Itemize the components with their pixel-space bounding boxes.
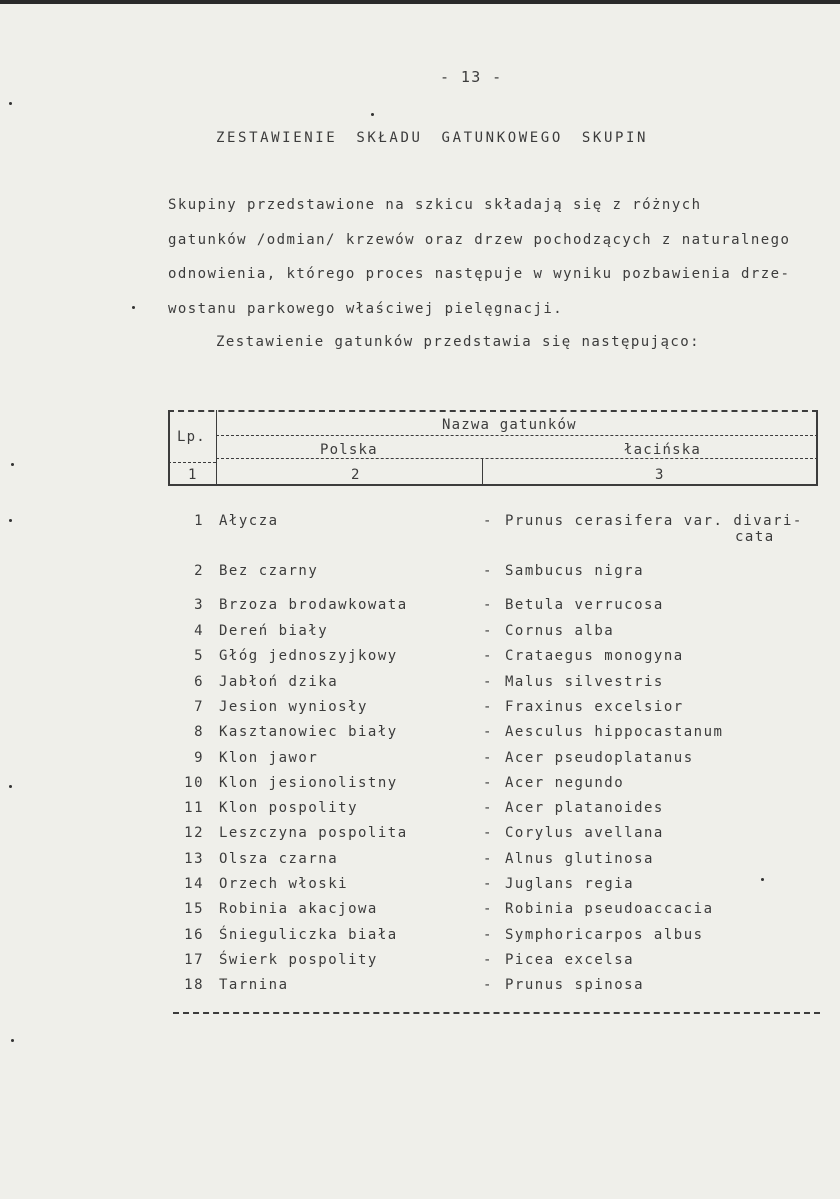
latin-name: Cornus alba — [505, 623, 615, 639]
latin-name: Prunus spinosa — [505, 977, 645, 993]
dash: - — [483, 876, 493, 892]
row-number: 6 — [194, 674, 204, 690]
latin-name: Juglans regia — [505, 876, 635, 892]
polish-name: Bez czarny — [219, 563, 319, 579]
row-number: 17 — [184, 952, 204, 968]
dash: - — [483, 674, 493, 690]
polish-name: Tarnina — [219, 977, 289, 993]
intro-line: Zestawienie gatunków przedstawia się następująco: — [216, 334, 701, 350]
scan-speck — [11, 463, 14, 466]
dash: - — [483, 901, 493, 917]
table-row — [0, 851, 840, 871]
row-number: 11 — [184, 800, 204, 816]
row-number: 10 — [184, 775, 204, 791]
polish-name: Ałycza — [219, 513, 279, 529]
header-left-border — [168, 410, 170, 486]
table-row — [0, 623, 840, 643]
dash: - — [483, 724, 493, 740]
dash: - — [483, 597, 493, 613]
paragraph-line: gatunków /odmian/ krzewów oraz drzew pochodzących z naturalnego — [168, 232, 791, 248]
dash: - — [483, 977, 493, 993]
row-number: 1 — [194, 513, 204, 529]
paragraph-line: Skupiny przedstawione na szkicu składają się z różnych — [168, 197, 702, 213]
header-col3: 3 — [655, 467, 665, 483]
table-row — [0, 563, 840, 583]
dash: - — [483, 775, 493, 791]
latin-name: Corylus avellana — [505, 825, 664, 841]
polish-name: Leszczyna pospolita — [219, 825, 408, 841]
polish-name: Głóg jednoszyjkowy — [219, 648, 398, 664]
table-row — [0, 750, 840, 770]
dash: - — [483, 750, 493, 766]
dash: - — [483, 648, 493, 664]
polish-name: Klon pospolity — [219, 800, 359, 816]
header-top-rule — [168, 410, 818, 412]
row-number: 7 — [194, 699, 204, 715]
table-row — [0, 800, 840, 820]
latin-name-continuation: cata — [735, 529, 775, 545]
polish-name: Kasztanowiec biały — [219, 724, 398, 740]
polish-name: Orzech włoski — [219, 876, 349, 892]
table-row — [0, 775, 840, 795]
dash: - — [483, 851, 493, 867]
dash: - — [483, 927, 493, 943]
latin-name: Sambucus nigra — [505, 563, 645, 579]
row-number: 14 — [184, 876, 204, 892]
row-number: 18 — [184, 977, 204, 993]
latin-name: Betula verrucosa — [505, 597, 664, 613]
header-col-divider — [216, 410, 217, 486]
dash: - — [483, 513, 493, 529]
dash: - — [483, 563, 493, 579]
scan-speck — [11, 1039, 14, 1042]
latin-name: Symphoricarpos albus — [505, 927, 704, 943]
latin-name: Fraxinus excelsior — [505, 699, 684, 715]
row-number: 9 — [194, 750, 204, 766]
table-row — [0, 927, 840, 947]
latin-name: Picea excelsa — [505, 952, 635, 968]
table-header — [168, 410, 818, 486]
document-title: ZESTAWIENIE SKŁADU GATUNKOWEGO SKUPIN — [216, 130, 649, 146]
dash: - — [483, 699, 493, 715]
scan-speck — [761, 878, 764, 881]
latin-name: Alnus glutinosa — [505, 851, 654, 867]
header-right-border — [816, 410, 818, 486]
scan-speck — [132, 306, 135, 309]
latin-name: Aesculus hippocastanum — [505, 724, 724, 740]
header-latin: łacińska — [624, 442, 702, 458]
scan-speck — [9, 519, 12, 522]
paragraph-line: wostanu parkowego właściwej pielęgnacji. — [168, 301, 564, 317]
dash: - — [483, 623, 493, 639]
dash: - — [483, 800, 493, 816]
polish-name: Świerk pospolity — [219, 952, 378, 968]
scan-top-edge — [0, 0, 840, 4]
header-mid-rule — [216, 435, 818, 436]
scan-speck — [371, 113, 374, 116]
scan-speck — [9, 785, 12, 788]
header-lp-rule — [168, 462, 216, 463]
header-group: Nazwa gatunków — [442, 417, 577, 433]
scan-speck — [9, 102, 12, 105]
table-row — [0, 825, 840, 845]
header-bottom-rule — [168, 484, 818, 486]
row-number: 15 — [184, 901, 204, 917]
row-number: 12 — [184, 825, 204, 841]
row-number: 8 — [194, 724, 204, 740]
row-number: 16 — [184, 927, 204, 943]
latin-name: Acer pseudoplatanus — [505, 750, 694, 766]
row-number: 4 — [194, 623, 204, 639]
row-number: 5 — [194, 648, 204, 664]
table-row — [0, 901, 840, 921]
latin-name: Crataegus monogyna — [505, 648, 684, 664]
latin-name: Prunus cerasifera var. divari- — [505, 513, 803, 529]
latin-name: Malus silvestris — [505, 674, 664, 690]
table-row — [0, 876, 840, 896]
polish-name: Dereń biały — [219, 623, 329, 639]
polish-name: Jabłoń dzika — [219, 674, 339, 690]
dash: - — [483, 952, 493, 968]
dash: - — [483, 825, 493, 841]
table-row — [0, 977, 840, 997]
header-sub-rule — [216, 458, 818, 459]
table-row — [0, 674, 840, 694]
table-bottom-rule — [173, 1012, 820, 1014]
table-row — [0, 648, 840, 668]
polish-name: Śnieguliczka biała — [219, 927, 398, 943]
header-col2: 2 — [351, 467, 361, 483]
header-col-divider — [482, 458, 483, 486]
table-row — [0, 724, 840, 744]
header-col1: 1 — [188, 467, 198, 483]
polish-name: Brzoza brodawkowata — [219, 597, 408, 613]
polish-name: Klon jesionolistny — [219, 775, 398, 791]
table-row — [0, 513, 840, 545]
paragraph-line: odnowienia, którego proces następuje w wyniku pozbawienia drze- — [168, 266, 791, 282]
row-number: 3 — [194, 597, 204, 613]
latin-name: Acer negundo — [505, 775, 625, 791]
header-polish: Polska — [320, 442, 378, 458]
table-row — [0, 597, 840, 617]
polish-name: Jesion wyniosły — [219, 699, 368, 715]
page-number: - 13 - — [440, 68, 503, 86]
table-row — [0, 699, 840, 719]
row-number: 2 — [194, 563, 204, 579]
polish-name: Robinia akacjowa — [219, 901, 378, 917]
latin-name: Acer platanoides — [505, 800, 664, 816]
polish-name: Klon jawor — [219, 750, 319, 766]
header-lp: Lp. — [177, 429, 206, 445]
latin-name: Robinia pseudoaccacia — [505, 901, 714, 917]
polish-name: Olsza czarna — [219, 851, 339, 867]
row-number: 13 — [184, 851, 204, 867]
table-row — [0, 952, 840, 972]
